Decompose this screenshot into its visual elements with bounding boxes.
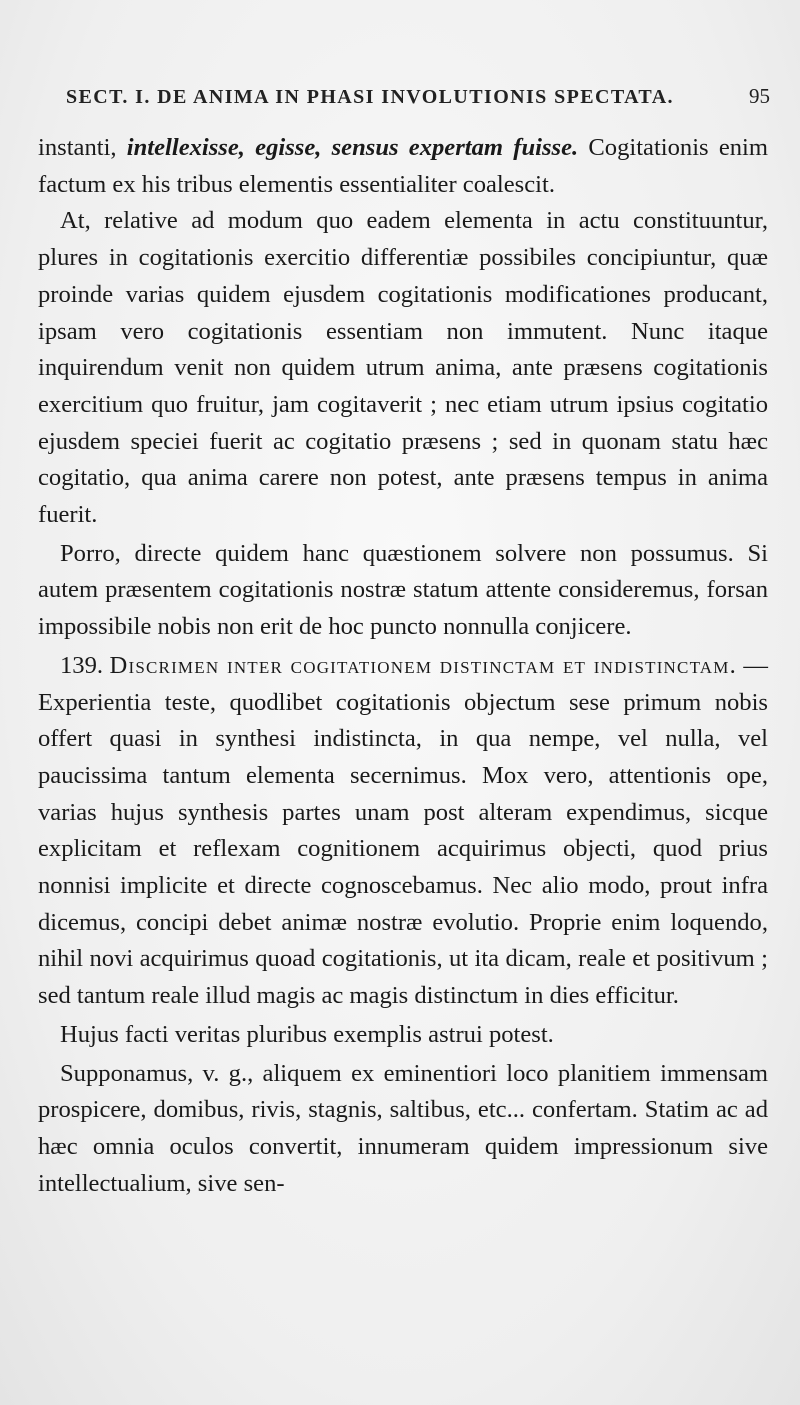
paragraph-text: Experientia teste, quodlibet cogitationis objectum sese primum nobis offert quasi in synthesi indistincta, in qua nempe, vel nulla, vel paucissima tantum elementa secernimus. Mox vero, attentionis ope, varias hujus synthesis partes unam post alteram expendimus, sicque explicitam et reflexam cognitionem acquirimus objecti, quod prius nonnisi implicite et directe cognoscebamus. Nec alio modo, prout infra dicemus, concipi debet animæ nostræ evolutio. Proprie enim loquendo, nihil novi acquirimus quoad cogitationis, ut ita dicam, reale et positivum ; sed tantum reale illud magis ac magis distinctum in dies efficitur. — [38, 688, 768, 1010]
paragraph: At, relative ad modum quo eadem elementa in actu constituuntur, plures in cogitationis exercitio differentiæ possibiles concipiuntur, quæ proinde varias quidem ejusdem cogitationis modificationes producant, ipsam vero cogitationis essentiam non immutent. Nunc itaque inquirendum venit non quidem utrum anima, ante præsens cogitationis exercitium quo fruitur, jam cogitaverit ; nec etiam utrum ipsius cogitatio ejusdem speciei fuerit ac cogitatio præsens ; sed in quonam statu hæc cogitatio, qua anima carere non potest, ante præsens tempus in anima fuerit. — [38, 207, 768, 529]
paragraph-text: instanti, — [38, 134, 127, 161]
section-paragraph — [38, 648, 768, 1015]
running-title: SECT. I. DE ANIMA IN PHASI INVOLUTIONIS SPECTATA. — [66, 86, 674, 108]
paragraph — [38, 130, 768, 203]
paragraph: Supponamus, v. g., aliquem ex eminentiori loco planitiem immensam prospicere, domibus, rivis, stagnis, saltibus, etc... confertam. Statim ac ad hæc omnia oculos convertit, innumeram quidem impressionum sive intellectualium, sive sen- — [38, 1059, 768, 1197]
page-number: 95 — [749, 84, 770, 108]
paragraph-text: Cogitationis enim factum ex his tribus elementis essentialiter coalescit. — [38, 134, 768, 198]
italic-phrase: intellexisse, egisse, sensus expertam fuisse. — [126, 134, 579, 161]
section-heading: Discrimen inter cogitationem distinctam et indistinctam. — [109, 651, 737, 679]
em-dash: — — [736, 651, 768, 679]
paragraph: Hujus facti veritas pluribus exemplis astrui potest. — [60, 1020, 554, 1048]
paragraph: Porro, directe quidem hanc quæstionem solvere non possumus. Si autem præsentem cogitationis nostræ statum attente consideremus, forsan impossibile nobis non erit de hoc puncto nonnulla conjicere. — [38, 539, 768, 641]
running-header — [66, 84, 770, 109]
section-number: 139. — [60, 651, 104, 679]
body-text — [38, 130, 768, 1202]
